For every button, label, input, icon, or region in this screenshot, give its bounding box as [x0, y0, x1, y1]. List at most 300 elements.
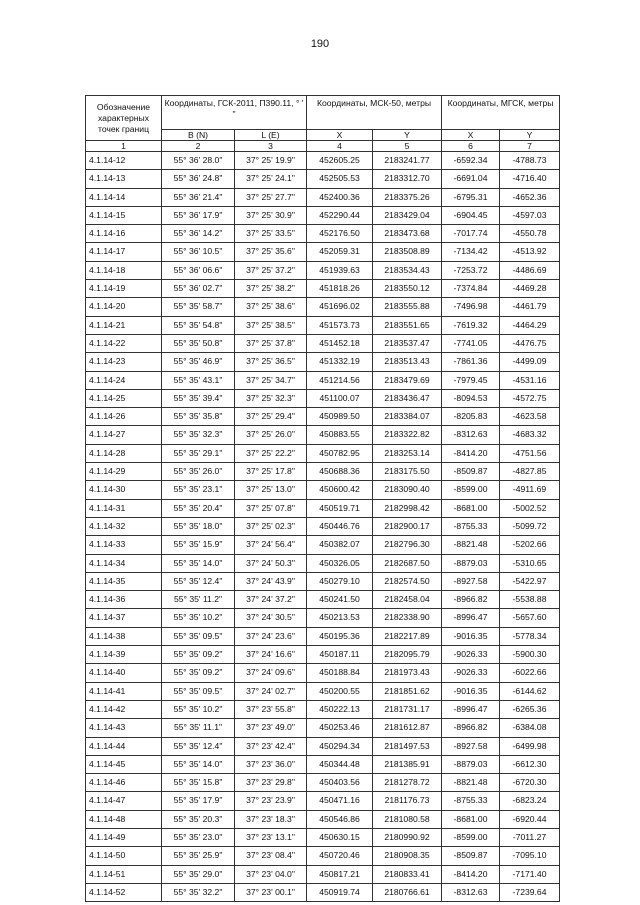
mgsk-x-cell: -8509.87	[442, 463, 500, 481]
table-row	[86, 206, 560, 224]
msk-y-cell: 2183513.43	[373, 353, 442, 371]
table-row	[86, 719, 560, 737]
mgsk-y-cell: -5538.88	[500, 591, 560, 609]
mgsk-x-cell: -8312.63	[442, 426, 500, 444]
table-row	[86, 188, 560, 206]
table-row	[86, 554, 560, 572]
latitude-b-cell: 55° 35' 43.1"	[162, 371, 235, 389]
mgsk-y-cell: -4531.16	[500, 371, 560, 389]
msk-y-cell: 2180833.41	[373, 865, 442, 883]
column-number: 3	[235, 141, 307, 152]
mgsk-y-cell: -4469.28	[500, 280, 560, 298]
mgsk-y-cell: -6384.08	[500, 719, 560, 737]
msk-y-cell: 2182574.50	[373, 572, 442, 590]
longitude-l-cell: 37° 24' 09.6"	[235, 664, 307, 682]
longitude-l-cell: 37° 23' 36.0"	[235, 755, 307, 773]
msk-x-cell: 450600.42	[307, 481, 373, 499]
mgsk-y-cell: -4623.58	[500, 408, 560, 426]
msk-y-cell: 2181973.43	[373, 664, 442, 682]
mgsk-x-cell: -7374.84	[442, 280, 500, 298]
msk-y-cell: 2183479.69	[373, 371, 442, 389]
point-id-cell: 4.1.14-47	[86, 792, 162, 810]
mgsk-x-cell: -8966.82	[442, 719, 500, 737]
longitude-l-cell: 37° 25' 13.0"	[235, 481, 307, 499]
msk-y-cell: 2181612.87	[373, 719, 442, 737]
mgsk-x-cell: -8414.20	[442, 865, 500, 883]
table-row	[86, 609, 560, 627]
point-id-cell: 4.1.14-24	[86, 371, 162, 389]
msk-x-cell: 450382.07	[307, 536, 373, 554]
mgsk-y-cell: -5310.65	[500, 554, 560, 572]
longitude-l-cell: 37° 23' 04.0"	[235, 865, 307, 883]
msk-y-cell: 2183241.77	[373, 152, 442, 170]
longitude-l-cell: 37° 25' 38.2"	[235, 280, 307, 298]
mgsk-y-cell: -5778.34	[500, 627, 560, 645]
table-body	[86, 152, 560, 902]
header-designation: Обозначение характерных точек границ	[86, 96, 162, 141]
msk-x-cell: 450446.76	[307, 517, 373, 535]
latitude-b-cell: 55° 35' 10.2"	[162, 609, 235, 627]
mgsk-x-cell: -7017.74	[442, 225, 500, 243]
mgsk-y-cell: -6144.62	[500, 682, 560, 700]
msk-y-cell: 2183384.07	[373, 408, 442, 426]
latitude-b-cell: 55° 35' 11.2"	[162, 591, 235, 609]
point-id-cell: 4.1.14-36	[86, 591, 162, 609]
longitude-l-cell: 37° 24' 16.6"	[235, 646, 307, 664]
longitude-l-cell: 37° 25' 35.6"	[235, 243, 307, 261]
table-row	[86, 243, 560, 261]
mgsk-x-cell: -8681.00	[442, 499, 500, 517]
latitude-b-cell: 55° 35' 32.2"	[162, 883, 235, 901]
header-mgsk: Координаты, МГСК, метры	[442, 96, 560, 130]
msk-x-cell: 450919.74	[307, 883, 373, 901]
msk-x-cell: 451696.02	[307, 298, 373, 316]
msk-x-cell: 452505.53	[307, 170, 373, 188]
table-row	[86, 463, 560, 481]
latitude-b-cell: 55° 35' 10.2"	[162, 700, 235, 718]
msk-x-cell: 450222.13	[307, 700, 373, 718]
longitude-l-cell: 37° 24' 37.2"	[235, 591, 307, 609]
mgsk-y-cell: -6612.30	[500, 755, 560, 773]
point-id-cell: 4.1.14-14	[86, 188, 162, 206]
mgsk-y-cell: -4683.32	[500, 426, 560, 444]
mgsk-x-cell: -7741.05	[442, 334, 500, 352]
header-mgsk-y: Y	[500, 130, 560, 141]
mgsk-y-cell: -6499.98	[500, 737, 560, 755]
longitude-l-cell: 37° 25' 38.5"	[235, 316, 307, 334]
point-id-cell: 4.1.14-23	[86, 353, 162, 371]
table-row	[86, 334, 560, 352]
mgsk-y-cell: -4476.75	[500, 334, 560, 352]
msk-x-cell: 450630.15	[307, 828, 373, 846]
table-row	[86, 627, 560, 645]
column-number: 6	[442, 141, 500, 152]
header-msk: Координаты, МСК-50, метры	[307, 96, 442, 130]
latitude-b-cell: 55° 35' 23.0"	[162, 828, 235, 846]
table-row	[86, 810, 560, 828]
msk-y-cell: 2182687.50	[373, 554, 442, 572]
point-id-cell: 4.1.14-45	[86, 755, 162, 773]
mgsk-x-cell: -9016.35	[442, 627, 500, 645]
point-id-cell: 4.1.14-18	[86, 261, 162, 279]
mgsk-y-cell: -7239.64	[500, 883, 560, 901]
mgsk-x-cell: -8821.48	[442, 774, 500, 792]
msk-x-cell: 450519.71	[307, 499, 373, 517]
mgsk-x-cell: -8966.82	[442, 591, 500, 609]
header-l: L (E)	[235, 130, 307, 141]
msk-x-cell: 450403.56	[307, 774, 373, 792]
table-row	[86, 828, 560, 846]
table-row	[86, 591, 560, 609]
longitude-l-cell: 37° 25' 22.2"	[235, 444, 307, 462]
point-id-cell: 4.1.14-44	[86, 737, 162, 755]
table-row	[86, 517, 560, 535]
longitude-l-cell: 37° 24' 43.9"	[235, 572, 307, 590]
longitude-l-cell: 37° 25' 02.3"	[235, 517, 307, 535]
msk-x-cell: 450187.11	[307, 646, 373, 664]
msk-x-cell: 450253.46	[307, 719, 373, 737]
msk-x-cell: 450782.95	[307, 444, 373, 462]
mgsk-y-cell: -5657.60	[500, 609, 560, 627]
point-id-cell: 4.1.14-12	[86, 152, 162, 170]
msk-x-cell: 450546.86	[307, 810, 373, 828]
msk-y-cell: 2181497.53	[373, 737, 442, 755]
mgsk-y-cell: -4572.75	[500, 389, 560, 407]
mgsk-y-cell: -4751.56	[500, 444, 560, 462]
table-row	[86, 371, 560, 389]
msk-y-cell: 2183436.47	[373, 389, 442, 407]
table-row	[86, 444, 560, 462]
table-row	[86, 316, 560, 334]
msk-y-cell: 2182998.42	[373, 499, 442, 517]
latitude-b-cell: 55° 36' 24.8"	[162, 170, 235, 188]
msk-x-cell: 451573.73	[307, 316, 373, 334]
msk-x-cell: 451100.07	[307, 389, 373, 407]
latitude-b-cell: 55° 35' 58.7"	[162, 298, 235, 316]
mgsk-x-cell: -7253.72	[442, 261, 500, 279]
longitude-l-cell: 37° 25' 37.2"	[235, 261, 307, 279]
mgsk-y-cell: -4652.36	[500, 188, 560, 206]
mgsk-y-cell: -4513.92	[500, 243, 560, 261]
mgsk-y-cell: -6920.44	[500, 810, 560, 828]
latitude-b-cell: 55° 36' 02.7"	[162, 280, 235, 298]
table-row	[86, 883, 560, 901]
mgsk-x-cell: -7619.32	[442, 316, 500, 334]
latitude-b-cell: 55° 35' 09.2"	[162, 664, 235, 682]
point-id-cell: 4.1.14-39	[86, 646, 162, 664]
mgsk-x-cell: -8755.33	[442, 517, 500, 535]
latitude-b-cell: 55° 35' 39.4"	[162, 389, 235, 407]
header-b: B (N)	[162, 130, 235, 141]
msk-y-cell: 2181278.72	[373, 774, 442, 792]
mgsk-y-cell: -5002.52	[500, 499, 560, 517]
msk-x-cell: 450195.36	[307, 627, 373, 645]
latitude-b-cell: 55° 35' 09.2"	[162, 646, 235, 664]
latitude-b-cell: 55° 35' 54.8"	[162, 316, 235, 334]
latitude-b-cell: 55° 36' 28.0"	[162, 152, 235, 170]
mgsk-x-cell: -8312.63	[442, 883, 500, 901]
point-id-cell: 4.1.14-26	[86, 408, 162, 426]
longitude-l-cell: 37° 25' 26.0"	[235, 426, 307, 444]
mgsk-y-cell: -4788.73	[500, 152, 560, 170]
mgsk-y-cell: -6022.66	[500, 664, 560, 682]
mgsk-y-cell: -4911.69	[500, 481, 560, 499]
table-row	[86, 353, 560, 371]
table-row	[86, 408, 560, 426]
msk-y-cell: 2183090.40	[373, 481, 442, 499]
mgsk-y-cell: -4550.78	[500, 225, 560, 243]
latitude-b-cell: 55° 35' 11.1"	[162, 719, 235, 737]
mgsk-x-cell: -8821.48	[442, 536, 500, 554]
point-id-cell: 4.1.14-52	[86, 883, 162, 901]
latitude-b-cell: 55° 35' 35.8"	[162, 408, 235, 426]
table-row	[86, 737, 560, 755]
mgsk-y-cell: -6265.36	[500, 700, 560, 718]
point-id-cell: 4.1.14-15	[86, 206, 162, 224]
msk-x-cell: 450294.34	[307, 737, 373, 755]
msk-x-cell: 452400.36	[307, 188, 373, 206]
latitude-b-cell: 55° 35' 18.0"	[162, 517, 235, 535]
longitude-l-cell: 37° 23' 49.0"	[235, 719, 307, 737]
msk-y-cell: 2183550.12	[373, 280, 442, 298]
column-number: 1	[86, 141, 162, 152]
longitude-l-cell: 37° 25' 36.5"	[235, 353, 307, 371]
latitude-b-cell: 55° 35' 20.3"	[162, 810, 235, 828]
latitude-b-cell: 55° 35' 09.5"	[162, 682, 235, 700]
mgsk-x-cell: -8599.00	[442, 828, 500, 846]
mgsk-y-cell: -4461.79	[500, 298, 560, 316]
msk-x-cell: 450720.46	[307, 847, 373, 865]
mgsk-x-cell: -8755.33	[442, 792, 500, 810]
msk-x-cell: 450883.55	[307, 426, 373, 444]
table-row	[86, 572, 560, 590]
point-id-cell: 4.1.14-49	[86, 828, 162, 846]
msk-x-cell: 450188.84	[307, 664, 373, 682]
latitude-b-cell: 55° 35' 15.8"	[162, 774, 235, 792]
longitude-l-cell: 37° 23' 55.8"	[235, 700, 307, 718]
mgsk-x-cell: -6592.34	[442, 152, 500, 170]
mgsk-y-cell: -7011.27	[500, 828, 560, 846]
page-number: 190	[310, 38, 330, 50]
table-row	[86, 389, 560, 407]
point-id-cell: 4.1.14-20	[86, 298, 162, 316]
latitude-b-cell: 55° 36' 17.9"	[162, 206, 235, 224]
table-row	[86, 792, 560, 810]
longitude-l-cell: 37° 23' 00.1"	[235, 883, 307, 901]
msk-y-cell: 2182796.30	[373, 536, 442, 554]
point-id-cell: 4.1.14-50	[86, 847, 162, 865]
longitude-l-cell: 37° 24' 02.7"	[235, 682, 307, 700]
msk-y-cell: 2183322.82	[373, 426, 442, 444]
mgsk-x-cell: -8205.83	[442, 408, 500, 426]
msk-y-cell: 2183508.89	[373, 243, 442, 261]
point-id-cell: 4.1.14-21	[86, 316, 162, 334]
latitude-b-cell: 55° 35' 29.1"	[162, 444, 235, 462]
longitude-l-cell: 37° 25' 34.7"	[235, 371, 307, 389]
latitude-b-cell: 55° 35' 26.0"	[162, 463, 235, 481]
msk-y-cell: 2182900.17	[373, 517, 442, 535]
mgsk-y-cell: -5202.66	[500, 536, 560, 554]
point-id-cell: 4.1.14-51	[86, 865, 162, 883]
column-number: 4	[307, 141, 373, 152]
latitude-b-cell: 55° 35' 12.4"	[162, 737, 235, 755]
table-row	[86, 170, 560, 188]
header-msk-x: X	[307, 130, 373, 141]
point-id-cell: 4.1.14-34	[86, 554, 162, 572]
point-id-cell: 4.1.14-31	[86, 499, 162, 517]
header-msk-y: Y	[373, 130, 442, 141]
longitude-l-cell: 37° 24' 30.5"	[235, 609, 307, 627]
msk-x-cell: 450213.53	[307, 609, 373, 627]
mgsk-y-cell: -5900.30	[500, 646, 560, 664]
msk-x-cell: 451452.18	[307, 334, 373, 352]
mgsk-y-cell: -6823.24	[500, 792, 560, 810]
mgsk-y-cell: -5422.97	[500, 572, 560, 590]
msk-y-cell: 2183253.14	[373, 444, 442, 462]
longitude-l-cell: 37° 25' 37.8"	[235, 334, 307, 352]
longitude-l-cell: 37° 23' 13.1"	[235, 828, 307, 846]
point-id-cell: 4.1.14-17	[86, 243, 162, 261]
latitude-b-cell: 55° 35' 17.9"	[162, 792, 235, 810]
table-row	[86, 774, 560, 792]
point-id-cell: 4.1.14-13	[86, 170, 162, 188]
longitude-l-cell: 37° 25' 33.5"	[235, 225, 307, 243]
mgsk-x-cell: -9026.33	[442, 664, 500, 682]
table-row	[86, 700, 560, 718]
mgsk-x-cell: -8879.03	[442, 755, 500, 773]
table-row	[86, 261, 560, 279]
mgsk-x-cell: -7134.42	[442, 243, 500, 261]
mgsk-y-cell: -5099.72	[500, 517, 560, 535]
mgsk-y-cell: -4597.03	[500, 206, 560, 224]
table-row	[86, 865, 560, 883]
longitude-l-cell: 37° 23' 42.4"	[235, 737, 307, 755]
point-id-cell: 4.1.14-38	[86, 627, 162, 645]
mgsk-x-cell: -7496.98	[442, 298, 500, 316]
msk-y-cell: 2182217.89	[373, 627, 442, 645]
latitude-b-cell: 55° 36' 21.4"	[162, 188, 235, 206]
latitude-b-cell: 55° 36' 10.5"	[162, 243, 235, 261]
msk-x-cell: 450471.16	[307, 792, 373, 810]
msk-x-cell: 451818.26	[307, 280, 373, 298]
table-row	[86, 298, 560, 316]
table-row	[86, 280, 560, 298]
msk-x-cell: 452605.25	[307, 152, 373, 170]
msk-y-cell: 2183537.47	[373, 334, 442, 352]
mgsk-y-cell: -6720.30	[500, 774, 560, 792]
mgsk-x-cell: -8509.87	[442, 847, 500, 865]
msk-x-cell: 450817.21	[307, 865, 373, 883]
latitude-b-cell: 55° 35' 14.0"	[162, 755, 235, 773]
longitude-l-cell: 37° 24' 50.3"	[235, 554, 307, 572]
latitude-b-cell: 55° 35' 50.8"	[162, 334, 235, 352]
table-row	[86, 152, 560, 170]
mgsk-x-cell: -8927.58	[442, 572, 500, 590]
point-id-cell: 4.1.14-16	[86, 225, 162, 243]
msk-y-cell: 2182095.79	[373, 646, 442, 664]
latitude-b-cell: 55° 35' 23.1"	[162, 481, 235, 499]
longitude-l-cell: 37° 25' 29.4"	[235, 408, 307, 426]
longitude-l-cell: 37° 25' 38.6"	[235, 298, 307, 316]
header-mgsk-x: X	[442, 130, 500, 141]
msk-x-cell: 450279.10	[307, 572, 373, 590]
msk-y-cell: 2182458.04	[373, 591, 442, 609]
msk-x-cell: 451332.19	[307, 353, 373, 371]
table-row	[86, 499, 560, 517]
mgsk-y-cell: -4499.09	[500, 353, 560, 371]
table-row	[86, 664, 560, 682]
mgsk-x-cell: -8927.58	[442, 737, 500, 755]
latitude-b-cell: 55° 35' 32.3"	[162, 426, 235, 444]
msk-x-cell: 451939.63	[307, 261, 373, 279]
header-gsk: Координаты, ГСК-2011, П390.11, ° ' "	[162, 96, 307, 130]
msk-x-cell: 451214.56	[307, 371, 373, 389]
mgsk-x-cell: -6691.04	[442, 170, 500, 188]
point-id-cell: 4.1.14-28	[86, 444, 162, 462]
msk-y-cell: 2183473.68	[373, 225, 442, 243]
msk-y-cell: 2181851.62	[373, 682, 442, 700]
latitude-b-cell: 55° 35' 20.4"	[162, 499, 235, 517]
mgsk-x-cell: -6795.31	[442, 188, 500, 206]
msk-y-cell: 2182338.90	[373, 609, 442, 627]
msk-x-cell: 452176.50	[307, 225, 373, 243]
mgsk-x-cell: -8996.47	[442, 609, 500, 627]
mgsk-y-cell: -7095.10	[500, 847, 560, 865]
point-id-cell: 4.1.14-37	[86, 609, 162, 627]
msk-y-cell: 2183534.43	[373, 261, 442, 279]
msk-y-cell: 2183551.65	[373, 316, 442, 334]
table-row	[86, 481, 560, 499]
longitude-l-cell: 37° 23' 18.3"	[235, 810, 307, 828]
latitude-b-cell: 55° 35' 25.9"	[162, 847, 235, 865]
longitude-l-cell: 37° 25' 30.9"	[235, 206, 307, 224]
column-number: 7	[500, 141, 560, 152]
point-id-cell: 4.1.14-40	[86, 664, 162, 682]
msk-y-cell: 2180766.61	[373, 883, 442, 901]
point-id-cell: 4.1.14-32	[86, 517, 162, 535]
msk-x-cell: 450200.55	[307, 682, 373, 700]
msk-y-cell: 2183312.70	[373, 170, 442, 188]
msk-x-cell: 452290.44	[307, 206, 373, 224]
point-id-cell: 4.1.14-42	[86, 700, 162, 718]
latitude-b-cell: 55° 35' 15.9"	[162, 536, 235, 554]
msk-x-cell: 450688.36	[307, 463, 373, 481]
msk-x-cell: 450241.50	[307, 591, 373, 609]
longitude-l-cell: 37° 25' 17.8"	[235, 463, 307, 481]
msk-x-cell: 452059.31	[307, 243, 373, 261]
latitude-b-cell: 55° 35' 09.5"	[162, 627, 235, 645]
column-number: 5	[373, 141, 442, 152]
msk-x-cell: 450344.48	[307, 755, 373, 773]
longitude-l-cell: 37° 23' 29.8"	[235, 774, 307, 792]
longitude-l-cell: 37° 23' 23.9"	[235, 792, 307, 810]
point-id-cell: 4.1.14-30	[86, 481, 162, 499]
mgsk-y-cell: -4464.29	[500, 316, 560, 334]
table-row	[86, 426, 560, 444]
point-id-cell: 4.1.14-43	[86, 719, 162, 737]
longitude-l-cell: 37° 24' 23.6"	[235, 627, 307, 645]
point-id-cell: 4.1.14-33	[86, 536, 162, 554]
table-row	[86, 536, 560, 554]
table-row	[86, 682, 560, 700]
point-id-cell: 4.1.14-29	[86, 463, 162, 481]
mgsk-x-cell: -9026.33	[442, 646, 500, 664]
table-row	[86, 847, 560, 865]
column-number: 2	[162, 141, 235, 152]
mgsk-x-cell: -8996.47	[442, 700, 500, 718]
mgsk-x-cell: -8094.53	[442, 389, 500, 407]
msk-y-cell: 2181731.17	[373, 700, 442, 718]
